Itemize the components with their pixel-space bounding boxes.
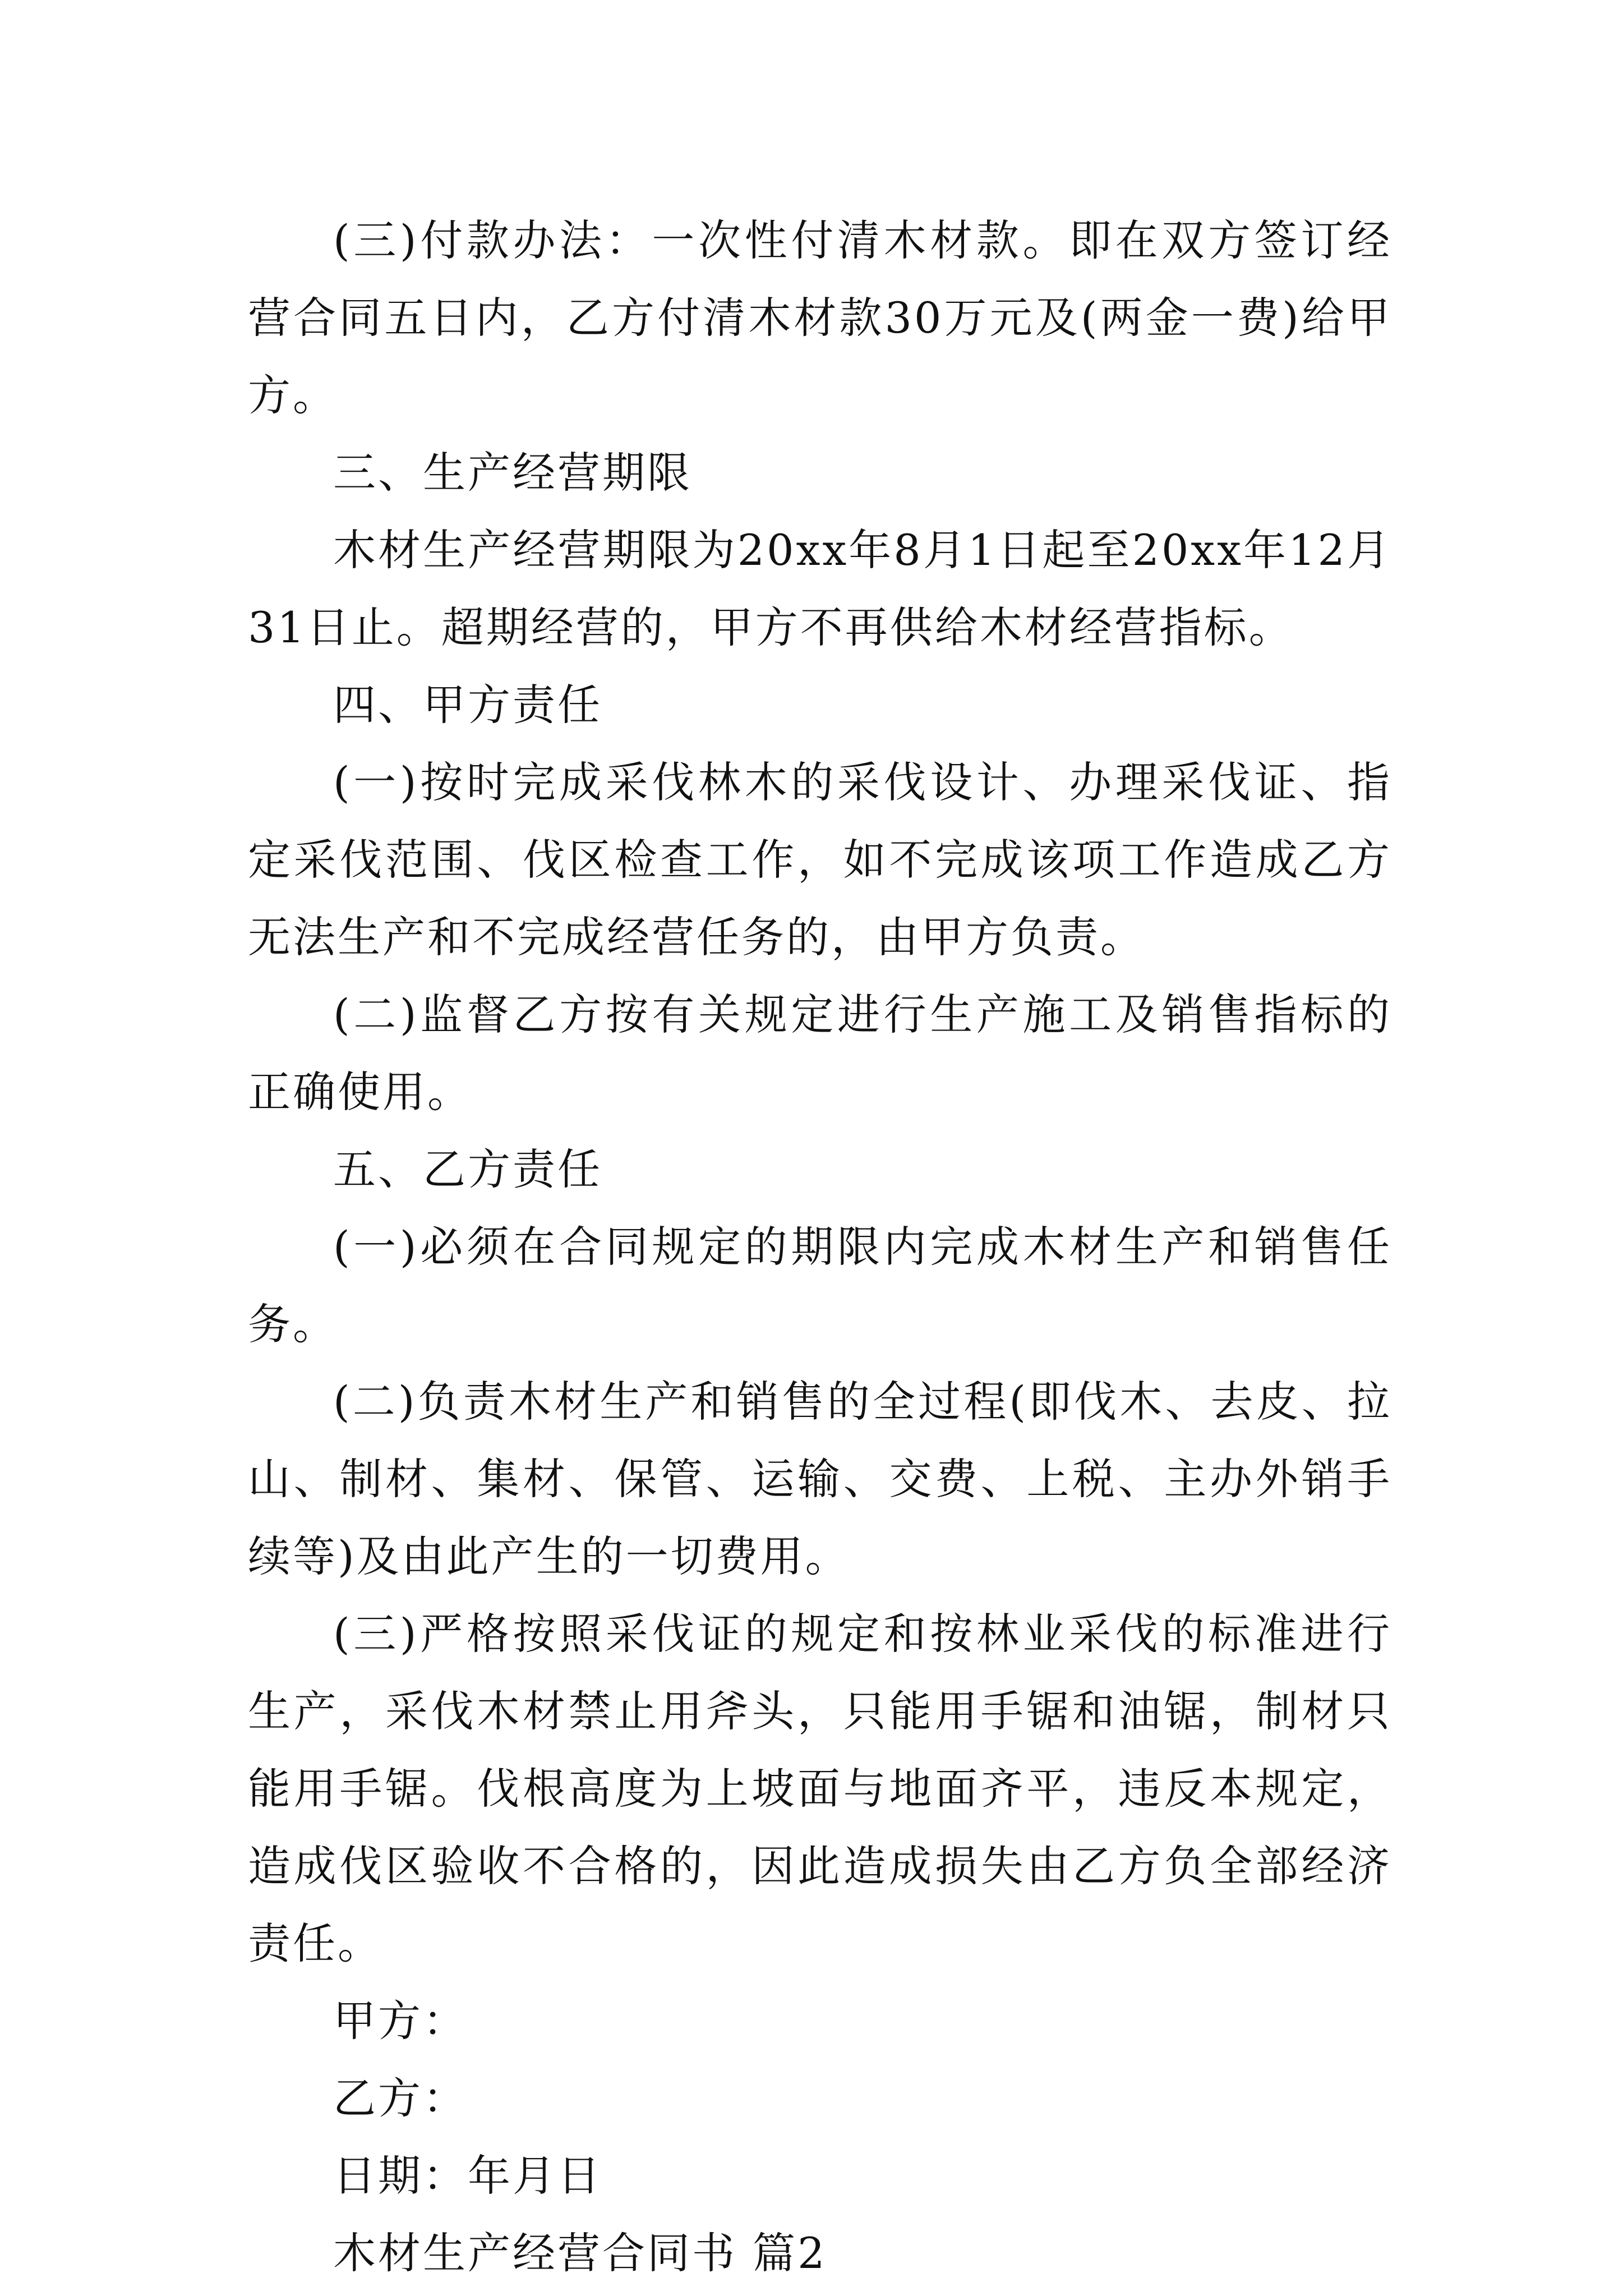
party-b-duty-2: (二)负责木材生产和销售的全过程(即伐木、去皮、拉山、制材、集材、保管、运输、交费、上税、主办外销手续等)及由此产生的一切费用。: [248, 1377, 1392, 1581]
section-heading-term: 三、生产经营期限: [333, 448, 692, 498]
signature-party-b: 乙方：: [333, 2073, 468, 2123]
document-body: [248, 202, 1392, 2292]
signature-party-a: 甲方：: [333, 1996, 468, 2046]
section-heading-party-b-duty: 五、乙方责任: [333, 1144, 602, 1194]
party-a-duty-2: (二)监督乙方按有关规定进行生产施工及销售指标的正确使用。: [248, 990, 1392, 1117]
party-a-duty-1: (一)按时完成采伐林木的采伐设计、办理采伐证、指定采伐范围、伐区检查工作，如不完成该项工作造成乙方无法生产和不完成经营任务的，由甲方负责。: [248, 757, 1392, 962]
party-b-duty-1: (一)必须在合同规定的期限内完成木材生产和销售任务。: [248, 1222, 1392, 1349]
payment-method-paragraph: (三)付款办法：一次性付清木材款。即在双方签订经营合同五日内，乙方付清木材款30万元及(两金一费)给甲方。: [248, 215, 1392, 420]
section-heading-party-a-duty: 四、甲方责任: [333, 680, 602, 730]
signature-date: 日期：年月日: [333, 2151, 602, 2201]
next-section-title: 木材生产经营合同书 篇2: [333, 2228, 827, 2278]
party-b-duty-3: (三)严格按照采伐证的规定和按林业采伐的标准进行生产，采伐木材禁止用斧头，只能用手锯和油锯，制材只能用手锯。伐根高度为上坡面与地面齐平，违反本规定，造成伐区验收不合格的，因此造成损失由乙方负全部经济责任。: [248, 1609, 1392, 1968]
term-paragraph: 木材生产经营期限为20xx年8月1日起至20xx年12月31日止。超期经营的，甲方不再供给木材经营指标。: [248, 525, 1392, 652]
